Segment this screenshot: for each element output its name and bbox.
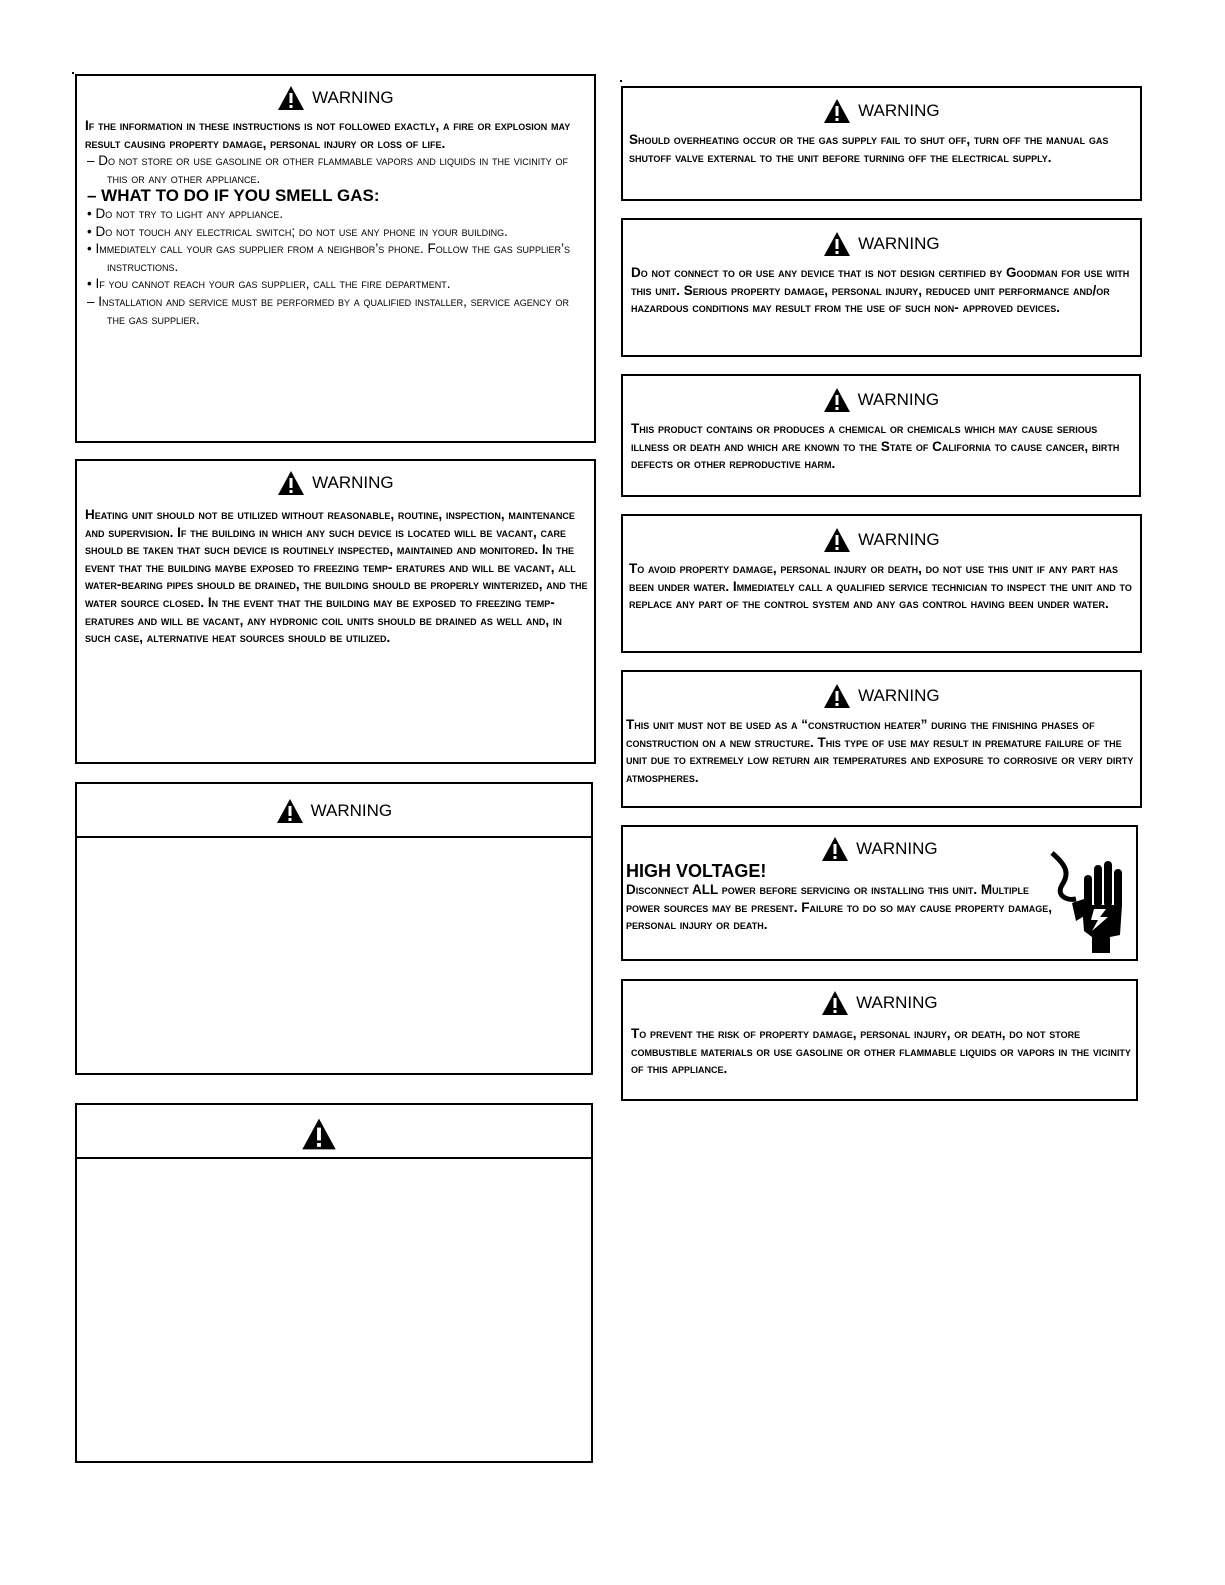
- warning-box-devices: [621, 218, 1142, 357]
- warning-body: [623, 131, 1140, 166]
- warning-body: [623, 264, 1140, 317]
- warning-text: This unit must not be used as a “construction heater” during the finishing phases of construction on a new structure. This type of use may result in premature failure of the unit due to extremely low return air temperatures and exposure to corrosive or very dirty atmospheres.: [626, 717, 1134, 785]
- warning-item: – Installation and service must be performed by a qualified installer, service agency or the gas supplier.: [87, 293, 570, 327]
- warning-box-vacant-building: [75, 459, 596, 764]
- warning-text: Disconnect ALL power before servicing or installing this unit. Multiple power sources may be present. Failure to do so may cause property damage, personal injury or death.: [626, 882, 1052, 933]
- warning-triangle-icon: [821, 836, 849, 862]
- warning-box-icon-only: [75, 1103, 593, 1463]
- warning-bullet: • Immediately call your gas supplier from a neighbor’s phone. Follow the gas supplier’s instructions.: [87, 241, 570, 274]
- warning-label: WARNING: [312, 472, 394, 492]
- warning-header: [623, 230, 1140, 256]
- warning-box-high-voltage: [621, 825, 1138, 961]
- warning-triangle-icon: [276, 798, 304, 824]
- warning-header: [77, 784, 591, 838]
- warning-triangle-icon: [277, 85, 305, 111]
- warning-text: This product contains or produces a chemical or chemicals which may cause serious illness or death and which are known to the State of California to cause cancer, birth defects or other reproductive harm.: [631, 421, 1120, 472]
- warning-triangle-icon: [277, 470, 305, 496]
- warning-header: [623, 97, 1140, 123]
- crop-mark: [620, 80, 622, 82]
- warning-text: Should overheating occur or the gas supply fail to shut off, turn off the manual gas shutoff valve external to the unit before turning off the electrical supply.: [629, 132, 1109, 165]
- warning-body: [77, 506, 594, 647]
- warning-header: [623, 682, 1140, 708]
- warning-header: [77, 1105, 591, 1159]
- warning-label: WARNING: [858, 100, 940, 120]
- warning-label: WARNING: [858, 685, 940, 705]
- electric-shock-hand-icon: [1046, 851, 1128, 955]
- warning-body: [623, 1025, 1136, 1078]
- warning-label: WARNING: [857, 389, 940, 409]
- warning-text: Do not connect to or use any device that is not design certified by Goodman for use with this unit. Serious property damage, personal injury, reduced unit performance and/or hazardous conditions may result from the use of such non- approved devices.: [631, 265, 1130, 316]
- warning-header: [623, 526, 1140, 552]
- warning-label: WARNING: [856, 992, 938, 1012]
- warning-header: [623, 989, 1136, 1015]
- warning-title: HIGH VOLTAGE!: [626, 861, 767, 881]
- warning-item-heading: – WHAT TO DO IF YOU SMELL GAS:: [87, 186, 380, 206]
- warning-box-overheating: [621, 86, 1142, 201]
- warning-bullet: • Do not try to light any appliance.: [87, 205, 284, 221]
- warning-triangle-icon: [823, 527, 851, 553]
- warning-label: WARNING: [858, 233, 940, 253]
- warning-box-water-damage: [621, 514, 1142, 653]
- warning-triangle-icon: [823, 683, 851, 709]
- warning-body: [623, 716, 1140, 786]
- warning-header: [77, 84, 594, 110]
- warning-body: [623, 420, 1139, 473]
- warning-label: WARNING: [310, 800, 393, 820]
- warning-box-construction-heater: [621, 670, 1142, 808]
- warning-bullet: • If you cannot reach your gas supplier, call the fire department.: [87, 276, 451, 292]
- warning-item: – Do not store or use gasoline or other flammable vapors and liquids in the vicinity of this or any other appliance.: [87, 153, 568, 186]
- warning-label: WARNING: [312, 87, 394, 107]
- warning-body: [77, 117, 594, 328]
- warning-box-blank: [75, 782, 593, 1075]
- warning-triangle-icon: [301, 1117, 337, 1151]
- warning-text: Heating unit should not be utilized without reasonable, routine, inspection, maintenance and supervision. If the building in which any such device is located will be vacant, care should be taken that such device is routinely inspected, maintained and monitored. In the event that the building maybe exposed to freezing temp- eratures and will be vacant, all water-bearing pipes should be drained, the building should be properly winterized, and the water source closed. In the event that the building may be exposed to freezing temp- eratures and will be vacant, any hydronic coil units should be drained as well and, in such case, alternative heat sources should be utilized.: [85, 507, 588, 646]
- warning-intro: If the information in these instructions is not followed exactly, a fire or explosion may result causing property damage, personal injury or loss of life.: [85, 118, 571, 151]
- warning-triangle-icon: [823, 387, 851, 413]
- warning-text: To avoid property damage, personal injury or death, do not use this unit if any part has been under water. Immediately call a qualified service technician to inspect the unit and to replace any part of the control system and any gas control having been under water.: [629, 561, 1132, 612]
- warning-header: [623, 386, 1139, 412]
- warning-triangle-icon: [823, 231, 851, 257]
- warning-label: WARNING: [856, 838, 938, 858]
- warning-body: [623, 861, 1061, 934]
- warning-header: [77, 469, 594, 495]
- crop-mark: [72, 72, 74, 74]
- warning-box-combustibles: [621, 979, 1138, 1101]
- warning-bullet: • Do not touch any electrical switch; do not use any phone in your building.: [87, 223, 508, 239]
- warning-body: [623, 560, 1140, 613]
- warning-triangle-icon: [821, 990, 849, 1016]
- warning-box-california: [621, 374, 1141, 497]
- warning-text: To prevent the risk of property damage, personal injury, or death, do not store combustible materials or use gasoline or other flammable liquids or vapors in the vicinity of this appliance.: [631, 1026, 1131, 1077]
- warning-triangle-icon: [823, 98, 851, 124]
- warning-box-gas: [75, 74, 596, 443]
- warning-label: WARNING: [858, 529, 940, 549]
